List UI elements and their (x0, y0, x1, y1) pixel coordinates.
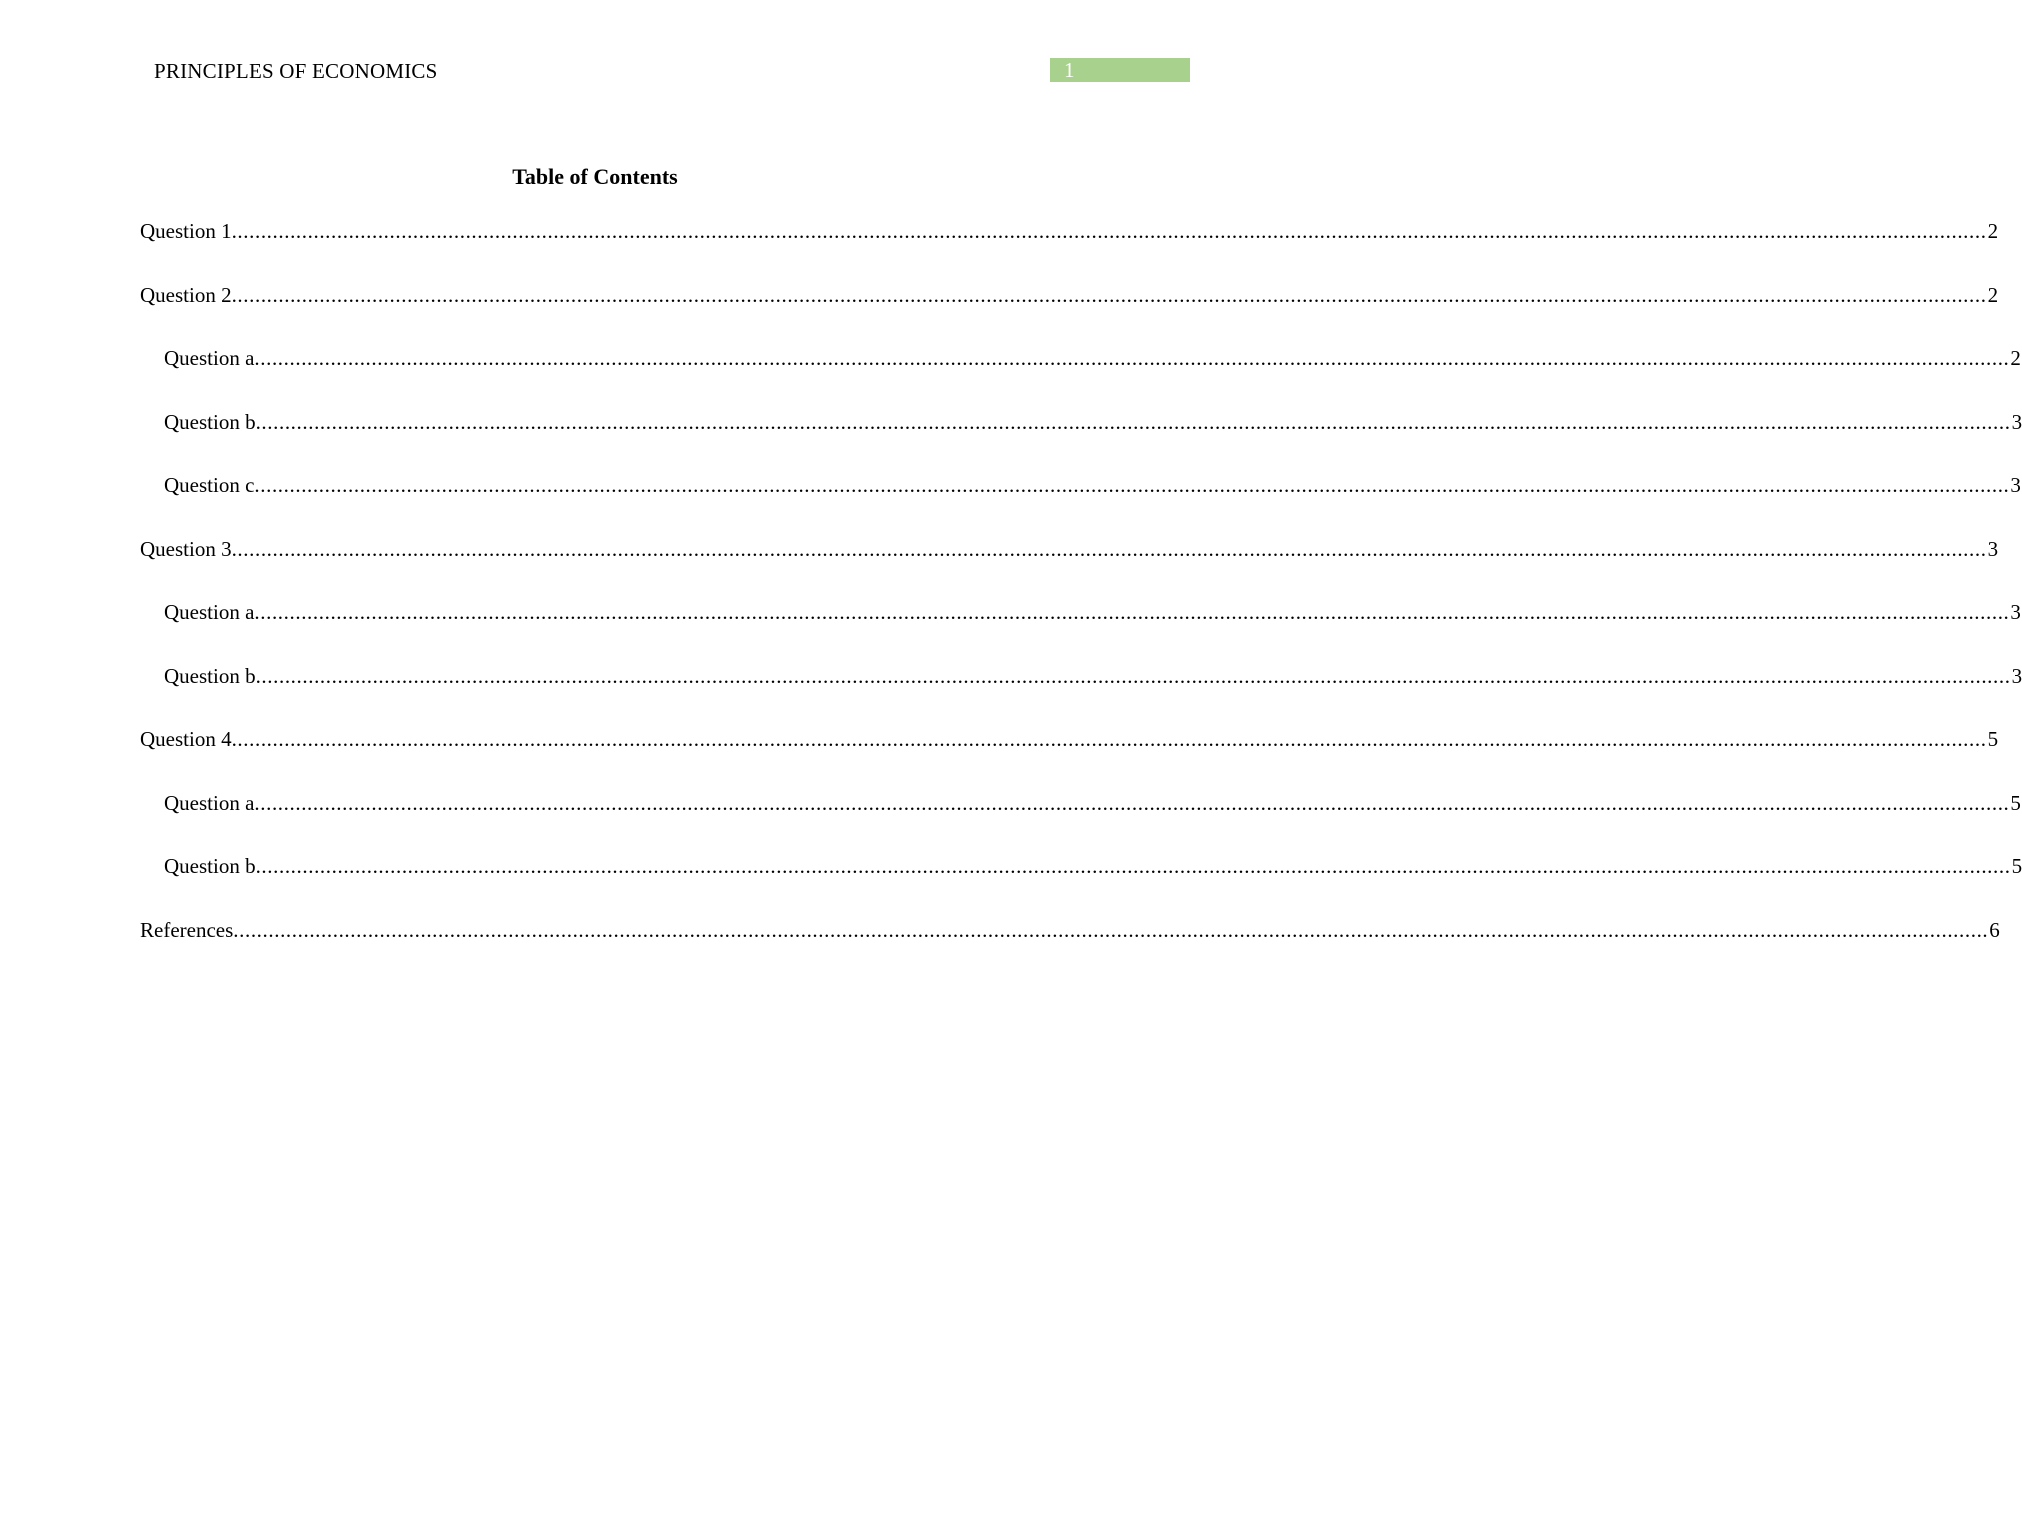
toc-entry-question-3[interactable] (140, 532, 1999, 596)
toc-entry-label: Question a (164, 346, 255, 370)
page-number: 1 (1064, 58, 1075, 82)
toc-entry-label: Question 1 (140, 219, 232, 243)
dot-leader: ............................................................................................................................................................................................................................................................................................................ (231, 536, 1987, 561)
toc-entry-label: Question c (164, 473, 255, 497)
toc-entry-page: 3 (2010, 473, 2021, 497)
toc-entry-page: 3 (2011, 409, 2022, 434)
toc-entry-page: 6 (1989, 917, 2000, 942)
toc-entry-question-2a[interactable] (140, 341, 2021, 405)
toc-entry-page: 5 (1987, 727, 1999, 751)
toc-entry-question-2c[interactable] (140, 468, 2021, 532)
toc-entry-page: 5 (2010, 790, 2021, 815)
toc-entry-page: 2 (1987, 282, 1999, 307)
running-header-title: PRINCIPLES OF ECONOMICS (154, 59, 438, 83)
dot-leader: ............................................................................................................................................................................................................................................................................................................ (255, 854, 2011, 878)
toc-entry-question-2b[interactable] (140, 405, 2022, 469)
toc-entry-question-1[interactable] (140, 214, 1999, 278)
dot-leader: ............................................................................................................................................................................................................................................................................................................ (231, 282, 1987, 307)
toc-entry-question-4b[interactable] (140, 849, 2022, 913)
toc-entry-label: Question a (164, 790, 255, 815)
dot-leader: ............................................................................................................................................................................................................................................................................................................ (254, 346, 2010, 370)
dot-leader: ............................................................................................................................................................................................................................................................................................................ (255, 409, 2011, 434)
toc-entry-label: Question b (164, 663, 256, 688)
toc-entry-label: References (140, 917, 234, 942)
toc-entry-references[interactable] (140, 913, 2000, 977)
dot-leader: ............................................................................................................................................................................................................................................................................................................ (231, 727, 1987, 751)
dot-leader: ............................................................................................................................................................................................................................................................................................................ (231, 219, 1987, 243)
toc-entry-page: 3 (2011, 663, 2022, 688)
dot-leader: ............................................................................................................................................................................................................................................................................................................ (254, 600, 2010, 624)
toc-entry-page: 3 (2010, 600, 2021, 624)
toc-entry-question-4[interactable] (140, 722, 1999, 786)
table-of-contents (140, 214, 2022, 976)
toc-entry-question-3b[interactable] (140, 659, 2022, 723)
toc-entry-page: 3 (1987, 536, 1999, 561)
toc-entry-page: 2 (1987, 219, 1999, 243)
toc-entry-question-2[interactable] (140, 278, 1999, 342)
toc-entry-question-3a[interactable] (140, 595, 2021, 659)
toc-entry-question-4a[interactable] (140, 786, 2021, 850)
toc-entry-label: Question 3 (140, 536, 232, 561)
toc-entry-page: 5 (2011, 854, 2022, 878)
toc-entry-label: Question 2 (140, 282, 232, 307)
page-number-badge (1050, 58, 1190, 82)
dot-leader: ............................................................................................................................................................................................................................................................................................................ (254, 790, 2010, 815)
toc-entry-label: Question b (164, 854, 256, 878)
toc-entry-label: Question a (164, 600, 255, 624)
toc-heading: Table of Contents (512, 164, 678, 189)
dot-leader: ............................................................................................................................................................................................................................................................................................................ (254, 473, 2010, 497)
toc-entry-label: Question b (164, 409, 256, 434)
dot-leader: ............................................................................................................................................................................................................................................................................................................ (233, 917, 1989, 942)
toc-entry-label: Question 4 (140, 727, 232, 751)
dot-leader: ............................................................................................................................................................................................................................................................................................................ (255, 663, 2011, 688)
toc-entry-page: 2 (2010, 346, 2021, 370)
